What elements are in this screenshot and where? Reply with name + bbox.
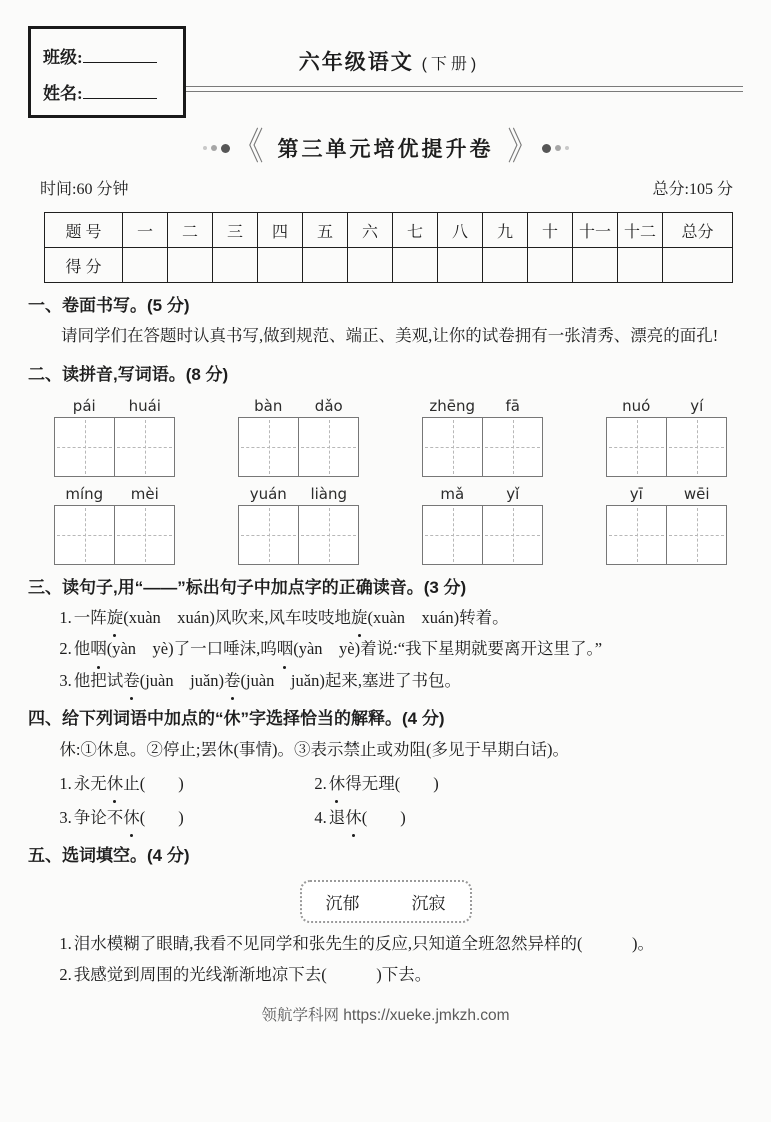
score-cell-empty: [528, 248, 573, 283]
choice-item-4-4: [314, 804, 743, 833]
section-1-body: 请同学们在答题时认真书写,做到规范、端正、美观,让你的试卷拥有一张清秀、漂亮的面孔!: [61, 326, 719, 346]
writing-cell: [298, 418, 358, 476]
word-option: 沉郁: [325, 893, 360, 913]
writing-box: [54, 417, 175, 477]
phrase-text: 争论不: [73, 807, 124, 827]
score-col: 二: [168, 213, 213, 248]
phrase-text: ( ): [361, 807, 406, 827]
item-number: 2.: [59, 639, 72, 659]
book-title-text: 六年级语文: [298, 51, 414, 74]
pinyin-group: [54, 485, 175, 565]
score-cell-empty: [168, 248, 213, 283]
exam-title: 第三单元培优提升卷: [277, 138, 494, 161]
footer-site-link[interactable]: 领航学科网 https://xueke.jmkzh.com: [261, 1006, 510, 1024]
writing-cell: [114, 418, 174, 476]
section-4-items: [59, 770, 743, 833]
score-col: 十二: [618, 213, 663, 248]
sentence-text: (xuàn xuán)转着。: [367, 607, 509, 627]
score-table: [44, 212, 733, 283]
section-1-heading: 一、卷面书写。(5 分): [28, 296, 190, 315]
total-score: 总分:105 分: [652, 181, 733, 198]
score-col-label: 题 号: [45, 213, 123, 248]
writing-cell: [607, 418, 666, 476]
class-label: 班级:: [43, 47, 83, 67]
book-title: [186, 46, 743, 76]
definition-line: 休:①休息。②停止;罢休(事情)。③表示禁止或劝阻(多见于早期白话)。: [59, 740, 569, 760]
writing-cell: [114, 506, 174, 564]
pinyin-labels: [606, 397, 727, 415]
pinyin-labels: [238, 397, 359, 415]
writing-cell: [482, 418, 542, 476]
writing-cell: [423, 506, 482, 564]
exam-banner: [28, 125, 743, 170]
dotted-char: 休: [123, 804, 140, 833]
question-item-3-2: [28, 634, 743, 665]
pinyin-syllable: bàn: [254, 396, 283, 415]
dotted-char: 休: [345, 804, 362, 833]
pinyin-group: [238, 397, 359, 477]
writing-cell: [239, 506, 298, 564]
sentence-text: (xuàn xuán)风吹来,风车吱吱地: [123, 607, 351, 627]
name-line: [43, 79, 175, 104]
item-number: 3.: [59, 670, 72, 690]
phrase-text: 退: [328, 807, 346, 827]
pinyin-row-2: [28, 485, 743, 565]
score-cell-empty: [123, 248, 168, 283]
dotted-char: 休: [329, 770, 346, 799]
writing-cell: [666, 506, 726, 564]
score-col: 四: [258, 213, 303, 248]
phrase-text: ( ): [139, 807, 184, 827]
score-col: 八: [438, 213, 483, 248]
section-4-heading: 四、给下列词语中加点的“休”字选择恰当的解释。(4 分): [28, 709, 445, 729]
sentence-text: (yàn yè)了一口唾沫,呜: [106, 639, 277, 659]
class-line: [43, 43, 175, 68]
pinyin-syllable: yí: [690, 396, 704, 415]
score-col: 十一: [573, 213, 618, 248]
pinyin-group: [606, 485, 727, 565]
item-number: 1.: [59, 933, 72, 953]
pinyin-syllable: yuán: [249, 484, 287, 503]
dotted-char: 卷: [224, 666, 241, 697]
writing-cell: [239, 418, 298, 476]
pinyin-group: [54, 397, 175, 477]
dotted-char: 旋: [351, 603, 368, 634]
score-table-score-row: [45, 248, 733, 283]
pinyin-labels: [54, 485, 175, 503]
pinyin-syllable: fā: [505, 396, 520, 415]
score-col: 三: [213, 213, 258, 248]
score-cell-empty: [663, 248, 733, 283]
score-table-header-row: [45, 213, 733, 248]
writing-box: [238, 417, 359, 477]
writing-box: [54, 505, 175, 565]
writing-cell: [423, 418, 482, 476]
pinyin-syllable: yǐ: [506, 484, 520, 503]
class-blank-line: [83, 46, 157, 62]
pinyin-labels: [422, 485, 543, 503]
writing-box: [422, 417, 543, 477]
score-col: 九: [483, 213, 528, 248]
item-number: 2.: [59, 965, 72, 985]
choice-item-4-1: [59, 770, 314, 799]
pinyin-labels: [238, 485, 359, 503]
pinyin-syllable: wēi: [683, 484, 710, 503]
pinyin-syllable: nuó: [622, 396, 651, 415]
score-cell-empty: [348, 248, 393, 283]
item-number: 2.: [314, 773, 327, 793]
question-item-5-1: [28, 929, 743, 960]
phrase-text: 永无: [73, 773, 107, 793]
pinyin-syllable: pái: [72, 396, 96, 415]
item-number: 3.: [59, 807, 72, 827]
score-col: 五: [303, 213, 348, 248]
pinyin-group: [238, 485, 359, 565]
pinyin-group: [422, 397, 543, 477]
score-cell-empty: [618, 248, 663, 283]
double-rule-divider: [186, 86, 743, 92]
question-item-3-3: [28, 666, 743, 697]
pinyin-labels: [422, 397, 543, 415]
pinyin-labels: [606, 485, 727, 503]
writing-cell: [298, 506, 358, 564]
sentence-text: (yàn yè)着说:“我下星期就要离开这里了。”: [293, 639, 603, 659]
score-col-total: 总分: [663, 213, 733, 248]
pinyin-syllable: liàng: [310, 484, 348, 503]
score-col: 十: [528, 213, 573, 248]
score-cell-empty: [303, 248, 348, 283]
writing-box: [238, 505, 359, 565]
score-row-label: 得 分: [45, 248, 123, 283]
sentence-text: (juàn juǎn)起来,塞进了书包。: [240, 670, 461, 690]
writing-box: [422, 505, 543, 565]
score-col: 七: [393, 213, 438, 248]
dotted-char: 休: [107, 770, 124, 799]
pinyin-syllable: zhēng: [429, 396, 476, 415]
score-cell-empty: [213, 248, 258, 283]
question-item-3-1: [28, 603, 743, 634]
pinyin-group: [422, 485, 543, 565]
choice-item-4-3: [59, 804, 314, 833]
writing-cell: [666, 418, 726, 476]
page-footer: [28, 1003, 743, 1025]
dotted-char: 咽: [90, 634, 107, 665]
pinyin-row-1: [28, 397, 743, 477]
phrase-text: 得无理( ): [345, 773, 439, 793]
score-cell-empty: [438, 248, 483, 283]
sentence-text: (juàn juǎn): [139, 670, 225, 690]
writing-cell: [55, 418, 114, 476]
pinyin-syllable: huái: [128, 396, 161, 415]
pinyin-labels: [54, 397, 175, 415]
dotted-char: 咽: [277, 634, 294, 665]
score-col: 一: [123, 213, 168, 248]
phrase-text: 止( ): [123, 773, 184, 793]
banner-left-ornament-icon: 《: [203, 133, 264, 163]
writing-cell: [607, 506, 666, 564]
page-header: [28, 26, 743, 118]
choice-item-4-2: [314, 770, 743, 799]
student-info-box: [28, 26, 186, 118]
writing-box: [606, 505, 727, 565]
title-area: [186, 26, 743, 92]
pinyin-syllable: dǎo: [314, 396, 343, 415]
question-item-5-2: [28, 960, 743, 991]
name-label: 姓名:: [43, 83, 83, 103]
writing-box: [606, 417, 727, 477]
pinyin-group: [606, 397, 727, 477]
exam-meta: [28, 176, 743, 199]
score-col: 六: [348, 213, 393, 248]
writing-cell: [482, 506, 542, 564]
sentence-text: 他: [73, 639, 91, 659]
score-cell-empty: [393, 248, 438, 283]
item-number: 1.: [59, 607, 72, 627]
section-3-heading: 三、读句子,用“——”标出句子中加点字的正确读音。(3 分): [28, 577, 467, 597]
section-5-heading: 五、选词填空。(4 分): [28, 845, 190, 865]
banner-right-ornament-icon: 》: [508, 133, 569, 163]
dotted-char: 卷: [123, 666, 140, 697]
score-cell-empty: [483, 248, 528, 283]
pinyin-syllable: yī: [629, 484, 643, 503]
sentence-text: 我感觉到周围的光线渐渐地凉下去( )下去。: [73, 965, 432, 985]
sentence-text: 他把试: [73, 670, 124, 690]
word-option: 沉寂: [411, 893, 446, 913]
sentence-text: 一阵: [73, 607, 107, 627]
item-number: 1.: [59, 773, 72, 793]
writing-cell: [55, 506, 114, 564]
book-volume: (下册): [421, 56, 481, 73]
score-cell-empty: [258, 248, 303, 283]
pinyin-syllable: míng: [65, 484, 104, 503]
item-number: 4.: [314, 807, 327, 827]
pinyin-syllable: mèi: [130, 484, 159, 503]
dotted-char: 旋: [107, 603, 124, 634]
name-blank-line: [83, 82, 157, 98]
pinyin-syllable: mǎ: [440, 484, 465, 503]
sentence-text: 泪水模糊了眼睛,我看不见同学和张先生的反应,只知道全班忽然异样的( )。: [73, 933, 654, 953]
section-2-heading: 二、读拼音,写词语。(8 分): [28, 364, 229, 384]
time-limit: 时间:60 分钟: [40, 181, 129, 198]
score-cell-empty: [573, 248, 618, 283]
word-choice-box: [300, 880, 472, 923]
